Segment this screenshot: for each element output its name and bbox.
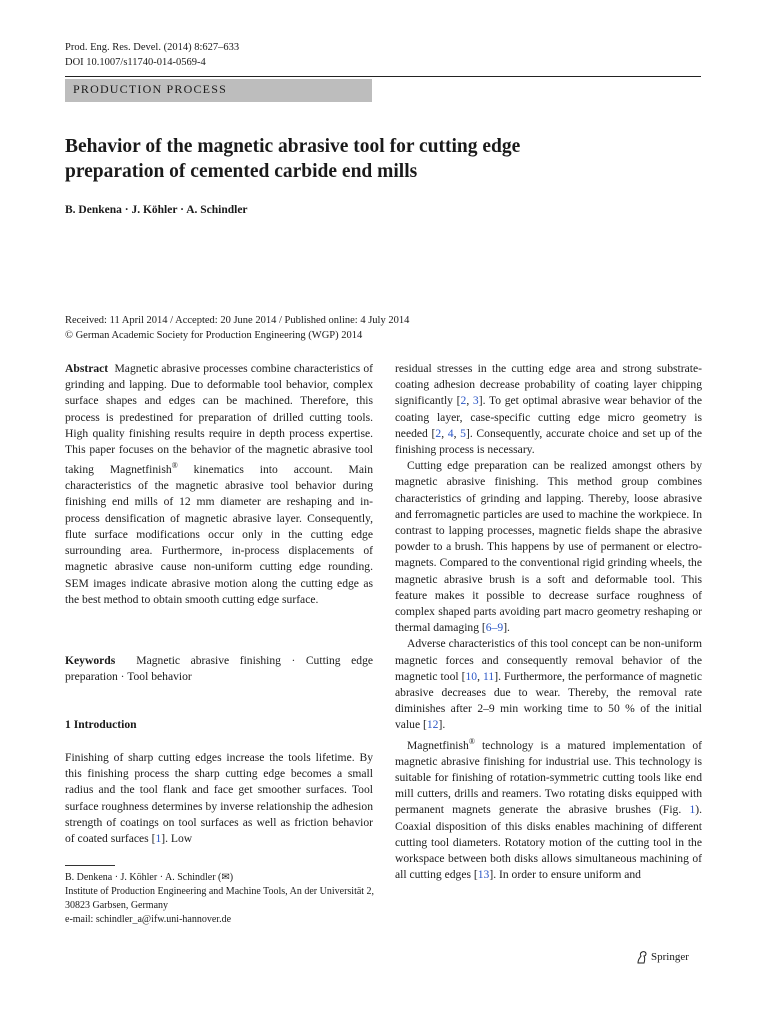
copyright-line: © German Academic Society for Production Engineering (WGP) 2014	[65, 330, 363, 341]
envelope-icon: ✉	[221, 872, 230, 883]
intro-text-2: ]. Low	[161, 832, 193, 846]
text: Adverse characteristics of this tool concept can be non-uniform magnetic forces and consequently removal behavior of the magnetic tool [	[395, 637, 702, 683]
section-heading-introduction: 1 Introduction	[65, 718, 137, 731]
footnote-authors-end: )	[229, 872, 234, 883]
citation-link[interactable]: 3	[472, 394, 479, 408]
abstract	[65, 361, 373, 608]
abstract-text-2: kinematics into account. Main characteristics of the magnetic abrasive tool behavior during finishing end mills of 12 mm diameter are reshaping and in-process densification of magnetic abrasive layer. Consequently, flute surface modifications occur only in the cutting edge surrounding area. Furthermore, in-process displacements of magnetic abrasive cause non-uniform cutting edge rounding. SEM images indicate abrasive motion along the cutting edge as the best method to obtain smooth cutting edge surface.	[65, 463, 374, 606]
dates-line: Received: 11 April 2014 / Accepted: 20 June 2014 / Published online: 4 July 2014	[65, 315, 410, 326]
citation-link[interactable]: 2	[435, 426, 442, 440]
paragraph	[395, 361, 702, 458]
title-line-1: Behavior of the magnetic abrasive tool for cutting edge	[65, 136, 521, 157]
text: ). Coaxial disposition of this disks enables machining of different cutting tool diameters. Rotatory motion of the cutting tool in the workspace between both disks allows simultaneous machining of all cutting edges [	[395, 803, 702, 882]
text: ].	[438, 718, 446, 732]
publisher-logo	[636, 950, 689, 964]
text: ].	[503, 621, 510, 635]
text: residual stresses in the cutting edge area and strong substrate-coating adhesion decrease probability of coating layer chipping significantly [	[395, 362, 702, 408]
header-rule	[65, 76, 701, 77]
publisher-name: Springer	[651, 951, 689, 963]
text: ,	[477, 669, 484, 683]
figure-link[interactable]: 1	[689, 803, 696, 817]
footnote-email[interactable]: e-mail: schindler_a@ifw.uni-hannover.de	[65, 914, 232, 925]
authors: B. Denkena · J. Köhler · A. Schindler	[65, 204, 248, 216]
text: ,	[453, 426, 461, 440]
citation-link[interactable]: 10	[465, 669, 478, 683]
journal-info	[65, 40, 239, 70]
right-column-text	[395, 361, 702, 883]
author-footnote	[65, 871, 375, 927]
footnote-institute: Institute of Production Engineering and Machine Tools, An der Universität 2, 30823 Garbsen, Germany	[65, 886, 375, 911]
registered-mark: ®	[171, 461, 178, 471]
text: ]. To get optimal abrasive wear behavior of the coating layer, case-specific cutting edge micro geometry is needed [	[395, 394, 702, 440]
text: technology is a matured implementation of magnetic abrasive finishing for industrial use. This technology is suitable for finishing of rotation-symmetric cutting tools like end mill cutters, drills and reamers. Two rotating disks equipped with permanent magnets generate the abrasive brushes (Fig.	[395, 738, 702, 817]
article-title	[65, 134, 665, 184]
citation-link[interactable]: 6–9	[485, 621, 504, 635]
doi[interactable]: DOI 10.1007/s11740-014-0569-4	[65, 57, 206, 68]
citation-link[interactable]: 5	[460, 426, 466, 440]
paragraph	[395, 458, 702, 636]
citation-link[interactable]: 2	[460, 394, 467, 408]
citation-link[interactable]: 4	[447, 426, 454, 440]
paragraph	[395, 636, 702, 733]
publication-dates	[65, 313, 409, 343]
registered-mark: ®	[468, 736, 475, 746]
journal-citation: Prod. Eng. Res. Devel. (2014) 8:627–633	[65, 42, 240, 53]
section-tag-label: PRODUCTION PROCESS	[73, 82, 227, 96]
introduction-text	[65, 750, 373, 847]
citation-link[interactable]: 1	[155, 832, 162, 846]
keywords-text: Magnetic abrasive finishing · Cutting edge preparation · Tool behavior	[65, 654, 374, 684]
text: Cutting edge preparation can be realized amongst others by magnetic abrasive finishing. This method group combines characteristics of grinding and lapping. Thereby, loose abrasive and ferromagnetic particles are used to machine the workpiece. In contrast to lapping processes, magnetic fields shape the abrasive powder to a brush. This happens by use of permanent or electro-magnets. Compared to the conventional rigid grinding wheels, the magnetic abrasive brush is a soft and deformable tool. This feature makes it possible to decrease surface roughness of complex shaped parts avoiding part macro geometry reshaping or thermal damaging [	[395, 459, 702, 635]
citation-link[interactable]: 11	[483, 669, 495, 683]
footnote-authors: B. Denkena · J. Köhler · A. Schindler (	[65, 872, 222, 883]
abstract-label: Abstract	[65, 362, 109, 375]
citation-link[interactable]: 12	[426, 718, 439, 732]
section-tag	[65, 79, 372, 102]
intro-text-1: Finishing of sharp cutting edges increase the tools lifetime. By this finishing process the sharp cutting edge becomes a small radius and the tool flank and face get smoother surfaces. Tool surface roughness determines by inverse relationship the adhesion strength of coatings on tool surfaces as well as friction behavior of coated surfaces [	[65, 751, 373, 846]
text: Magnetfinish	[407, 738, 469, 752]
keywords-label: Keywords	[65, 654, 116, 667]
title-line-2: preparation of cemented carbide end mills	[65, 161, 418, 182]
keywords	[65, 653, 373, 685]
citation-link[interactable]: 13	[477, 868, 490, 882]
text: ]. In order to ensure uniform and	[489, 868, 641, 882]
springer-horse-icon	[636, 950, 648, 964]
text: ]. Furthermore, the performance of magnetic abrasive decreases due to wear. Thereby, the removal rate diminishes after 2–9 min working time to 50 % of the initial value [	[395, 669, 702, 732]
footnote-rule	[65, 865, 115, 866]
text: ]. Consequently, accurate choice and set up of the finishing process is necessary.	[395, 426, 703, 457]
text: ,	[466, 394, 473, 408]
text: ,	[441, 426, 448, 440]
abstract-text-1: Magnetic abrasive processes combine characteristics of grinding and lapping. Due to deformable tool behavior, complex surface shapes and edges can be machined. Therefore, this process is predestined for preparation of drilled cutting tools. High quality finishing results require in depth process expertise. This paper focuses on the behavior of the magnetic abrasive tool taking Magnetfinish	[65, 362, 373, 477]
paragraph	[395, 734, 702, 884]
